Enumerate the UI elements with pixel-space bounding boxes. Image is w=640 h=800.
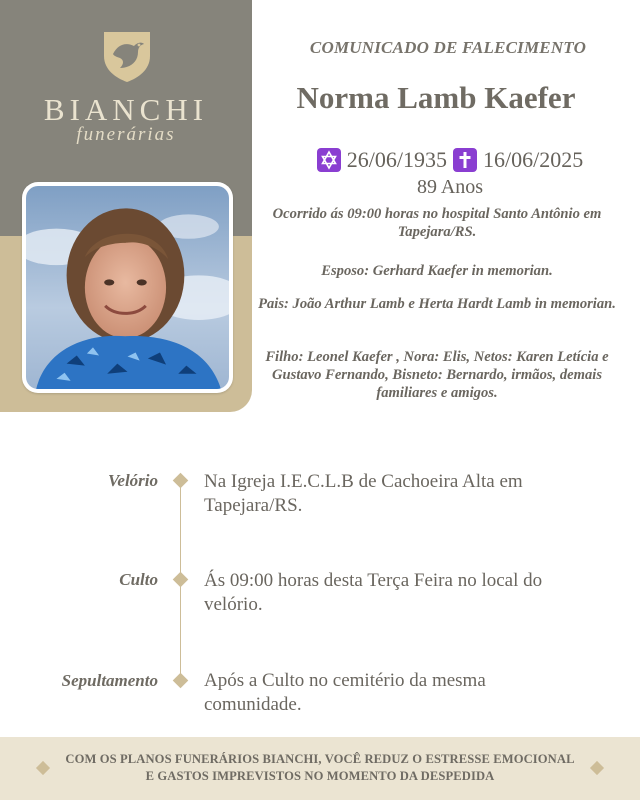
brand-name: BIANCHI — [43, 92, 209, 127]
timeline-diamond-icon — [173, 572, 189, 588]
deceased-name: Norma Lamb Kaefer — [296, 80, 576, 115]
star-of-david-icon — [317, 148, 341, 172]
footer-diamond-icon — [36, 761, 50, 775]
timeline-diamond-icon — [173, 473, 189, 489]
family-text: Filho: Leonel Kaefer , Nora: Elis, Netos: Karen Letícia e Gustavo Fernando, Bisneto: Bernardo, irmãos, demais familiares e amigos. — [265, 349, 609, 401]
schedule-label-burial: Sepultamento — [61, 671, 158, 690]
death-date: 16/06/2025 — [483, 147, 584, 172]
latin-cross-icon — [453, 148, 477, 172]
dates-line — [280, 147, 620, 173]
footer-banner — [0, 737, 640, 800]
schedule-text-burial: Após a Culto no cemitério da mesma comunidade. — [204, 670, 486, 715]
footer-diamond-icon — [590, 761, 604, 775]
brand-subtitle: funerárias — [76, 124, 176, 145]
portrait-frame — [22, 182, 233, 393]
schedule-label-wake: Velório — [107, 471, 158, 490]
birth-date: 26/06/1935 — [346, 147, 447, 172]
parents-text: Pais: João Arthur Lamb e Herta Hardt Lamb in memorian. — [258, 296, 616, 312]
notice-title: COMUNICADO DE FALECIMENTO — [309, 38, 587, 57]
portrait-photo — [26, 186, 229, 389]
footer-text: COM OS PLANOS FUNERÁRIOS BIANCHI, VOCÊ REDUZ O ESTRESSE EMOCIONAL E GASTOS IMPREVISTOS NO MOMENTO DA DESPEDIDA — [65, 752, 575, 783]
spouse-text: Esposo: Gerhard Kaefer in memorian. — [321, 263, 553, 279]
schedule-text-service: Ás 09:00 horas desta Terça Feira no local do velório. — [204, 570, 543, 615]
timeline-diamond-icon — [173, 673, 189, 689]
schedule-label-service: Culto — [119, 570, 158, 589]
bianchi-logo-icon — [98, 26, 156, 84]
age: 89 Anos — [416, 176, 484, 198]
occurrence-text: Ocorrido ás 09:00 horas no hospital Santo Antônio em Tapejara/RS. — [272, 206, 602, 240]
schedule-text-wake: Na Igreja I.E.C.L.B de Cachoeira Alta em Tapejara/RS. — [204, 471, 523, 516]
